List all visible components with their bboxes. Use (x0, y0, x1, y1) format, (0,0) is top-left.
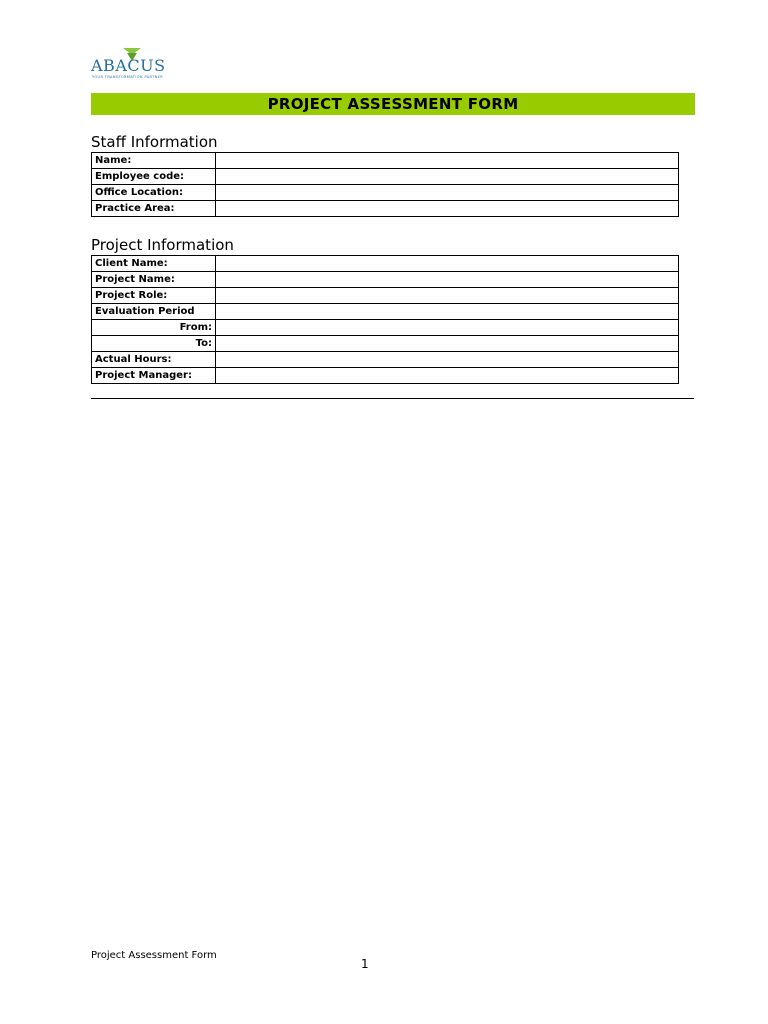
table-row (92, 153, 679, 169)
table-row (92, 256, 679, 272)
project-role-field[interactable] (216, 288, 679, 304)
field-label-project-name: Project Name: (92, 272, 216, 288)
staff-information-heading: Staff Information (91, 133, 218, 151)
table-row (92, 201, 679, 217)
form-title-bar (91, 93, 695, 115)
logo-wordmark: ABACUS (91, 56, 166, 75)
office-location-field[interactable] (216, 185, 679, 201)
employee-code-field[interactable] (216, 169, 679, 185)
actual-hours-field[interactable] (216, 352, 679, 368)
table-row (92, 185, 679, 201)
to-date-field[interactable] (216, 336, 679, 352)
table-row (92, 272, 679, 288)
logo-tagline: YOUR TRANSFORMATION PARTNER (92, 75, 164, 79)
table-row (92, 368, 679, 384)
company-logo (91, 48, 181, 78)
client-name-field[interactable] (216, 256, 679, 272)
project-information-table (91, 255, 679, 384)
footer-document-title: Project Assessment Form (91, 950, 217, 961)
table-row (92, 320, 679, 336)
field-label-office-location: Office Location: (92, 185, 216, 201)
field-label-evaluation-period: Evaluation Period (92, 304, 216, 320)
practice-area-field[interactable] (216, 201, 679, 217)
table-row (92, 169, 679, 185)
table-row (92, 288, 679, 304)
page-number: 1 (361, 957, 369, 971)
project-manager-field[interactable] (216, 368, 679, 384)
field-label-to: To: (92, 336, 216, 352)
evaluation-period-field[interactable] (216, 304, 679, 320)
staff-information-table (91, 152, 679, 217)
table-row (92, 336, 679, 352)
field-label-actual-hours: Actual Hours: (92, 352, 216, 368)
field-label-employee-code: Employee code: (92, 169, 216, 185)
name-field[interactable] (216, 153, 679, 169)
field-label-client-name: Client Name: (92, 256, 216, 272)
field-label-practice-area: Practice Area: (92, 201, 216, 217)
project-name-field[interactable] (216, 272, 679, 288)
project-information-heading: Project Information (91, 236, 234, 254)
from-date-field[interactable] (216, 320, 679, 336)
table-row (92, 304, 679, 320)
field-label-project-role: Project Role: (92, 288, 216, 304)
form-title: PROJECT ASSESSMENT FORM (267, 95, 519, 113)
field-label-project-manager: Project Manager: (92, 368, 216, 384)
section-divider (91, 398, 694, 399)
field-label-from: From: (92, 320, 216, 336)
table-row (92, 352, 679, 368)
field-label-name: Name: (92, 153, 216, 169)
